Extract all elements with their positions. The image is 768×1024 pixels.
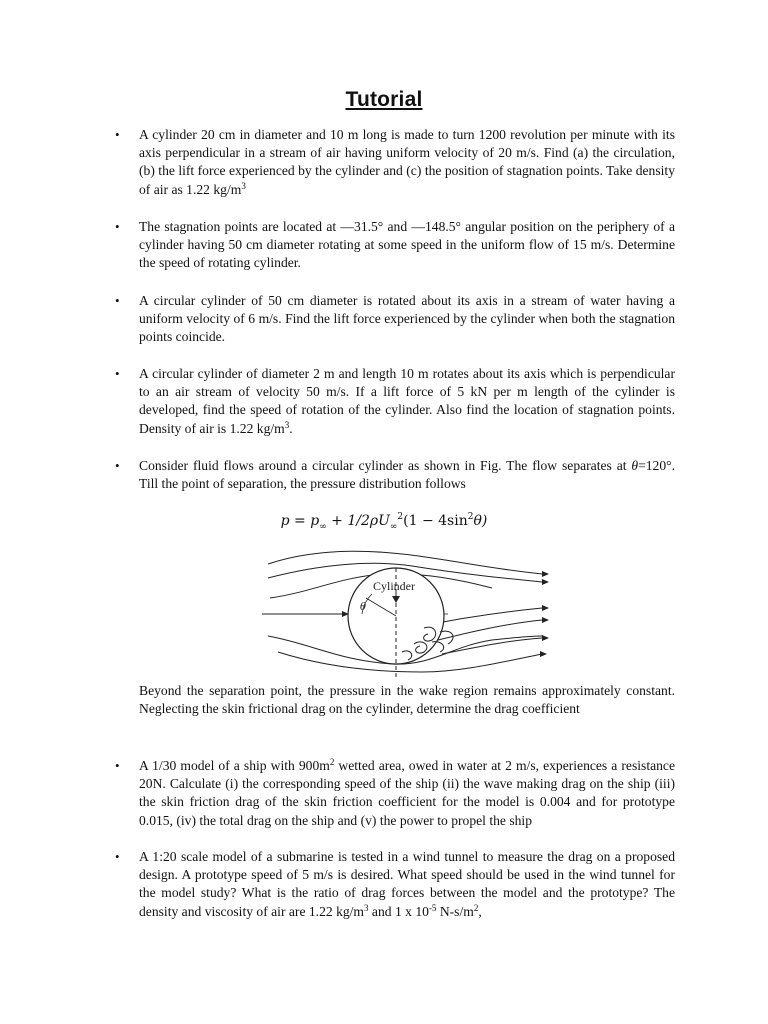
bullet: • xyxy=(115,366,120,381)
bullet: • xyxy=(115,758,120,773)
superscript: 3 xyxy=(364,902,369,913)
problem-text: Consider fluid flows around a circular cylinder as shown in Fig. The flow separates at xyxy=(139,458,632,473)
theta-label: θ xyxy=(360,602,367,613)
problem-4 xyxy=(115,365,675,438)
superscript: 2 xyxy=(473,902,479,913)
bullet: • xyxy=(115,219,120,234)
problem-5-continuation: Beyond the separation point, the pressure in the wake region remains approximately constant. Neglecting the skin frictional drag on the cylinder, determine the drag coefficient xyxy=(139,683,675,717)
bullet: • xyxy=(115,458,120,473)
eq-square: 2 xyxy=(397,512,404,522)
problem-3 xyxy=(115,292,675,347)
problem-text-end: , xyxy=(478,903,482,919)
superscript: 2 xyxy=(329,757,335,767)
page-title: Tutorial xyxy=(345,88,423,111)
eq-lhs: p = p xyxy=(280,513,320,529)
eq-sub: ∞ xyxy=(319,521,327,532)
eq-rhs: (1 − 4sin xyxy=(403,513,468,529)
problem-text: The stagnation points are located at —31.5° and —148.5° angular position on the periphery of a cylinder having 50 cm diameter rotating at some speed in the uniform flow of 15 m/s. Determine the speed of rotating cylinder. xyxy=(139,219,675,271)
problem-text-mid: N-s/m xyxy=(436,903,474,919)
cylinder-flow-figure xyxy=(262,548,550,680)
superscript: 3 xyxy=(284,419,290,430)
bullet: • xyxy=(115,849,120,864)
problem-text: A 1/30 model of a ship with 900m xyxy=(139,758,330,773)
problem-6 xyxy=(115,757,675,830)
bullet: • xyxy=(115,127,120,142)
eq-mid: + 1/2ρU xyxy=(326,513,390,529)
problem-5 xyxy=(115,457,675,493)
problem-text: A 1:20 scale model of a submarine is tested in a wind tunnel to measure the drag on a proposed design. A prototype speed of 5 m/s is desired. What speed should be used in the wind tunnel for the model study? What is the ratio of drag forces between the model and the prototype? The density and viscosity of air are 1.22 kg/m xyxy=(139,849,675,919)
eq-rhs-end: θ) xyxy=(473,513,488,529)
problem-text-end: . xyxy=(289,420,293,436)
problem-text: A circular cylinder of 50 cm diameter is rotated about its axis in a stream of water having a uniform velocity of 6 m/s. Find the lift force experienced by the cylinder when both the stagnation points coincide. xyxy=(139,293,675,345)
problem-7 xyxy=(115,848,675,921)
problem-2 xyxy=(115,218,675,273)
bullet: • xyxy=(115,293,120,308)
eq-square: 2 xyxy=(467,512,474,522)
eq-sub: ∞ xyxy=(389,521,398,532)
problem-text: A circular cylinder of diameter 2 m and length 10 m rotates about its axis which is perpendicular to an air stream of velocity 50 m/s. If a lift force of 5 kN per m length of the cylinder is developed, find the speed of rotation of the cylinder. Also find the location of stagnation points. Density of air is 1.22 kg/m xyxy=(139,366,675,436)
problem-text-mid: and 1 x 10 xyxy=(368,903,429,919)
cylinder-label: Cylinder xyxy=(373,579,415,593)
problem-text-end: =120°. Till the point of separation, the pressure distribution follows xyxy=(139,458,675,492)
pressure-equation xyxy=(0,512,768,532)
problem-text: A cylinder 20 cm in diameter and 10 m long is made to turn 1200 revolution per minute with its axis perpendicular in a stream of air having uniform velocity of 20 m/s. Find (a) the circulation, (b) the lift force experienced by the cylinder and (c) the position of stagnation points. Take density of air as 1.22 kg/m xyxy=(139,127,675,197)
superscript: -5 xyxy=(428,902,437,913)
problem-1 xyxy=(115,126,675,199)
theta-symbol: θ xyxy=(631,458,639,473)
problem-text-end: wetted area, owed in water at 2 m/s, experiences a resistance 20N. Calculate (i) the corresponding speed of the ship (ii) the wave making drag on the ship (iii) the skin friction drag of the skin friction coefficient for the model is 0.004 and for prototype 0.015, (iv) the total drag on the ship and (v) the power to propel the ship xyxy=(139,758,675,828)
superscript: 3 xyxy=(241,180,246,191)
